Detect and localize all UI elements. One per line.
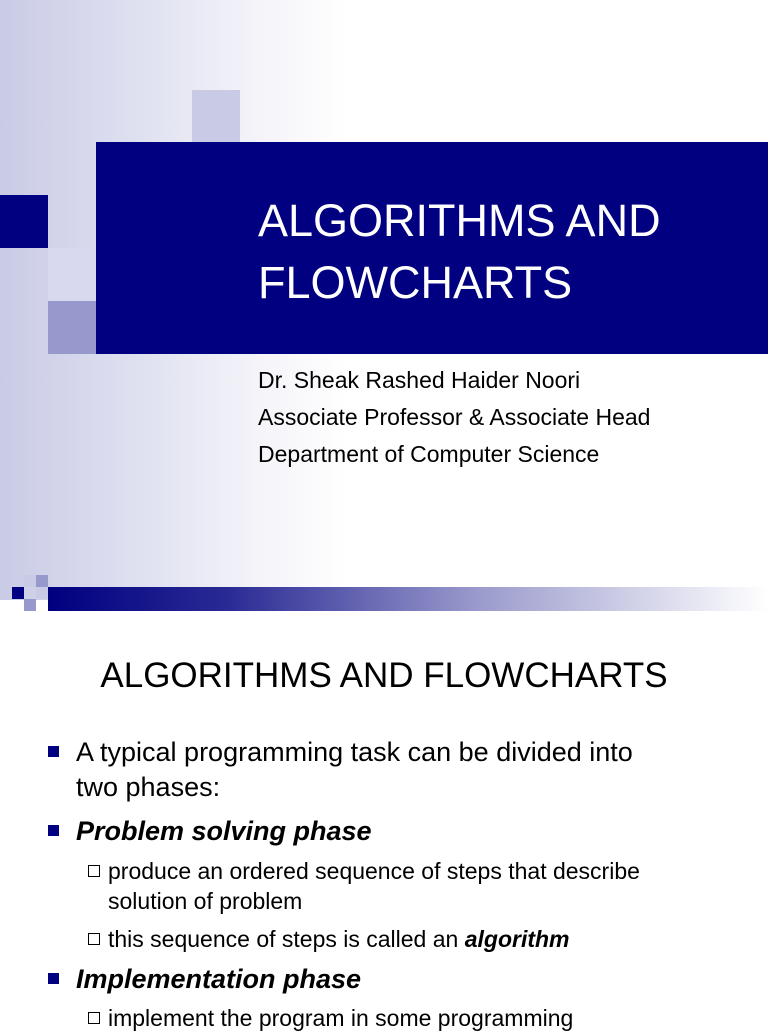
author-name: Dr. Sheak Rashed Haider Noori bbox=[258, 367, 581, 393]
bar-square bbox=[12, 587, 24, 599]
decor-square bbox=[192, 90, 240, 142]
bullet-line: two phases: bbox=[76, 772, 221, 802]
decor-square bbox=[48, 248, 96, 301]
author-department: Department of Computer Science bbox=[258, 441, 600, 467]
bullet-heading: Problem solving phase bbox=[76, 816, 372, 846]
bullet-square-icon bbox=[48, 973, 59, 984]
sub-bullet-line: solution of problem bbox=[108, 888, 303, 914]
hollow-bullet-icon bbox=[88, 1012, 100, 1024]
bullet-text bbox=[76, 735, 633, 805]
sub-bullet-text bbox=[108, 856, 640, 916]
decor-square bbox=[48, 301, 96, 354]
bullet-heading: Implementation phase bbox=[76, 964, 362, 994]
sub-bullet-text bbox=[108, 924, 570, 954]
bullet-line: A typical programming task can be divided into bbox=[76, 737, 633, 767]
bottom-gradient-bar bbox=[48, 587, 768, 611]
sub-bullet-line: this sequence of steps is called an bbox=[108, 926, 465, 952]
title-line: ALGORITHMS AND bbox=[258, 195, 661, 246]
bullet-square-icon bbox=[48, 746, 59, 757]
hollow-bullet-icon bbox=[88, 865, 100, 877]
sub-bullet-text bbox=[108, 1003, 573, 1033]
slide-subtitle bbox=[258, 362, 650, 473]
title-line: FLOWCHARTS bbox=[258, 257, 573, 308]
bullet-square-icon bbox=[48, 825, 59, 836]
bar-square bbox=[24, 599, 36, 611]
bar-square bbox=[36, 587, 48, 599]
slide-title bbox=[258, 190, 758, 314]
sub-bullet-line: produce an ordered sequence of steps that describe bbox=[108, 858, 640, 884]
hollow-bullet-icon bbox=[88, 933, 100, 945]
slide-title: ALGORITHMS AND FLOWCHARTS bbox=[100, 656, 668, 695]
left-accent-block bbox=[0, 195, 48, 248]
content-slide bbox=[0, 620, 768, 1031]
author-position: Associate Professor & Associate Head bbox=[258, 404, 651, 430]
sub-bullet-line: implement the program in some programming bbox=[108, 1005, 574, 1031]
emphasized-term: algorithm bbox=[464, 926, 570, 952]
bar-square bbox=[24, 575, 36, 587]
bar-square bbox=[36, 575, 48, 587]
